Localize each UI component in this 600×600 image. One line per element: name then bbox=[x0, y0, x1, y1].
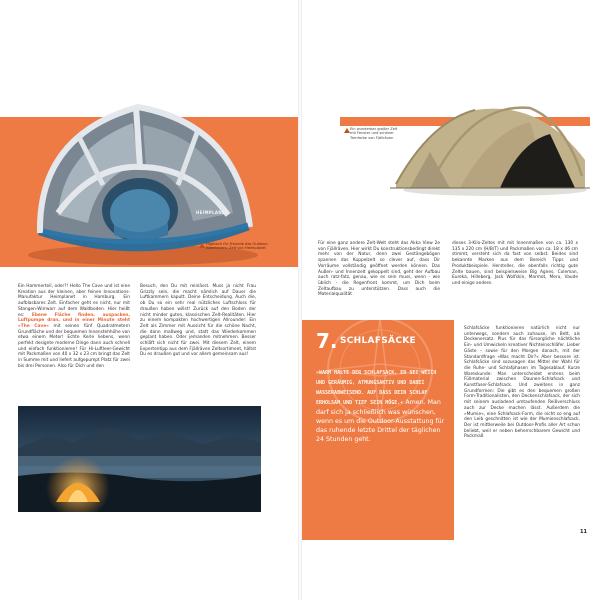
tunnel-tent-photo bbox=[390, 92, 595, 202]
left-page bbox=[0, 0, 298, 600]
right-column-1: Für eine ganz andere Zelt-Welt steht das Akka View 2e von Fjällräven. Hier wirkt Du konstruktionsbedingt direkt mehr von der Natur, denn zwei Gestängebögen spannen das Kuppelzelt so clever auf, dass Dir Vorräume vollständig geöffnet werden können. Das Außen- und Innenzelt gekoppelt sind, geht der Aufbau auch ratz-fatz, genau, wie es sein muss, wenn - wie üblich - die Regenfront kommt, um Dich beim Zeltaufbau zu unterstützen. Dass auch die Materialqualität bbox=[318, 241, 440, 298]
quote-rest: Amen. Man darf sich ja schließlich was wünschen, wenn es um die Outdoor-Ausstattung für das ruhende letzte Drittel der täglichen 24 Stunden geht. bbox=[316, 399, 445, 443]
section-quote bbox=[316, 368, 448, 444]
photo-caption: Hightech für Freunde des Outdoor-Abenteuers: Zelt von Heimplanet bbox=[206, 242, 269, 251]
right-column-2: dieses 3-Kilo-Zeltes mit mit Innenmaßen von ca. 130 x 135 x 220 cm (H/B/T) und Packmaßen von ca. 18 x 46 cm stimmt, versteht sich da fast von selbst. Beides sind bekannte Marken aus dem Bereich Tipps und Produktbeispiele. Hersteller, die ebenfalls richtig gute Zelte bauen, sind beispielsweise Big Agnes, Coleman, Eureka, Hilleberg, Jack Wolfskin, Marmot, Meru, Vaude und einige andere. bbox=[452, 241, 578, 286]
intro-rest-text: mit seinen fünf Quadratmetern Grundfläche und der bequemen Innenstehhöhe von etwa einem Meter! Echte Kerle liebens, wenn perfekt designte moderne Dinge dann auch schnell und einfach funktionieren! Für Hi-Luftleer-Gewicht mit Packmaßen von 40 x 32 x 23 cm bringt das Zelt in Summe mit und liefert aufgepumpt Platz für zwei bis drei Personen. Also für Dich und den bbox=[18, 323, 130, 369]
sleeping-bag-column: Schlafsäcke funktionieren natürlich nicht nur unterwegs, sondern auch zuhause, im Bett, als Deckenersatz. Plus für das fürsorgliche nächtliche Ein- und Umwickeln kreativer Nichteinschläfer. Lieber Gäste – sowie für den Morgen danach, mit der Standardfrage »Was macht Dir?« Aber bessere ist. Schlafsäcke sind sozusagen das Mittel der Wahl für die Ruhe- und Schlafphasen im Tagesablauf. Kurze Wareskunde: Man unterscheidet erstens beim Füllmaterial zwischen Daunen-Schlafsack und Kunstfaser-Schlafsack. Und zweitens in ganz Grundformen: Die gibt es den bequemen großen Form-Traditionalisten, den Deckenschlafsack, der sich mit seinem ausladend umtaufenden Reißverschluss auch zur Decke machen lässt. Außerdem die »Mumie«, eine Schlafsack-Form, die nicht so eng auf den Leib geschnitten ist wie der Mumienschlafsack. Der ist mittlerweile bei Outdoor-Profis aller Art schon beliebt, weil er neben beherrschbarem Gewicht und Packmaß bbox=[464, 326, 580, 440]
left-column-2: Besuch, den Du mit reinlässt. Muss ja nicht Frau Grizzly sein, die macht nämlich auf Dauer die Luftkammern kaputt. Deine Entscheidung. Auch die, ob Du so ein sehr real nützliches Luftschloss für draußen haben willst! Zurück auf den Boden der nicht minder guten, klassischen Zelt-Realitäten. Hier zu einem kompakten hochwertigen Allrounder: Ein Zelt als Zimmer mit Aussicht für die schöne Nacht, die dann maßweg und, statt das Wiederkommen geplant haben. Oder jemanden mitnehmen. Besser schläft sich nicht für zwei. Mit diesem Zelt, einem Expertentipp aus dem Fjällräven Zeltsortiment, hältst Du es draußen gut und vor allem gemeinsam aus! bbox=[140, 284, 256, 358]
photo-caption-arrow-icon bbox=[199, 243, 205, 248]
tent-brand-logo: HEIMPLANET bbox=[196, 210, 228, 215]
right-page bbox=[302, 0, 600, 600]
photo-caption-right: Ein wunderbar großer Zelt mit Fenster und schöner Tarnfarbe von Fjällräven bbox=[350, 127, 398, 140]
page-number: 11 bbox=[580, 529, 587, 535]
night-camping-photo bbox=[18, 406, 261, 512]
quote-lead: »WARM HALTE DER SCHLAFSACK, ER SEI WEICH UND GERÄUMIG, ATMUNGSAKTIV UND DABEI WASSERABWEISEND. AUF DASS DEIN SCHLAF ERHOLSAM UND TIEF SEIN MÖGE.« bbox=[316, 370, 437, 406]
highlight-text: Ebene Fläche finden, auspacken, Luftpumpe dran, und in einer Minute steht »The Cave« bbox=[18, 312, 130, 329]
left-column-1 bbox=[18, 284, 130, 370]
intro-text: Ein Hammerteil, oder?! Hello The Cave und ist eine Kreation aus der kleinen, aber feinen Innovations-Manufaktur Heimplanet in Hamburg. Ein aufblasbares Zelt. Einfacher geht es nicht, nur mit Stangen-Wirrwarr auf dem Waldboden. Hier heißt es: bbox=[18, 284, 130, 318]
section-number: 7. bbox=[316, 329, 338, 353]
section-box bbox=[302, 320, 454, 540]
section-title: SCHLAFSÄCKE bbox=[340, 336, 416, 346]
